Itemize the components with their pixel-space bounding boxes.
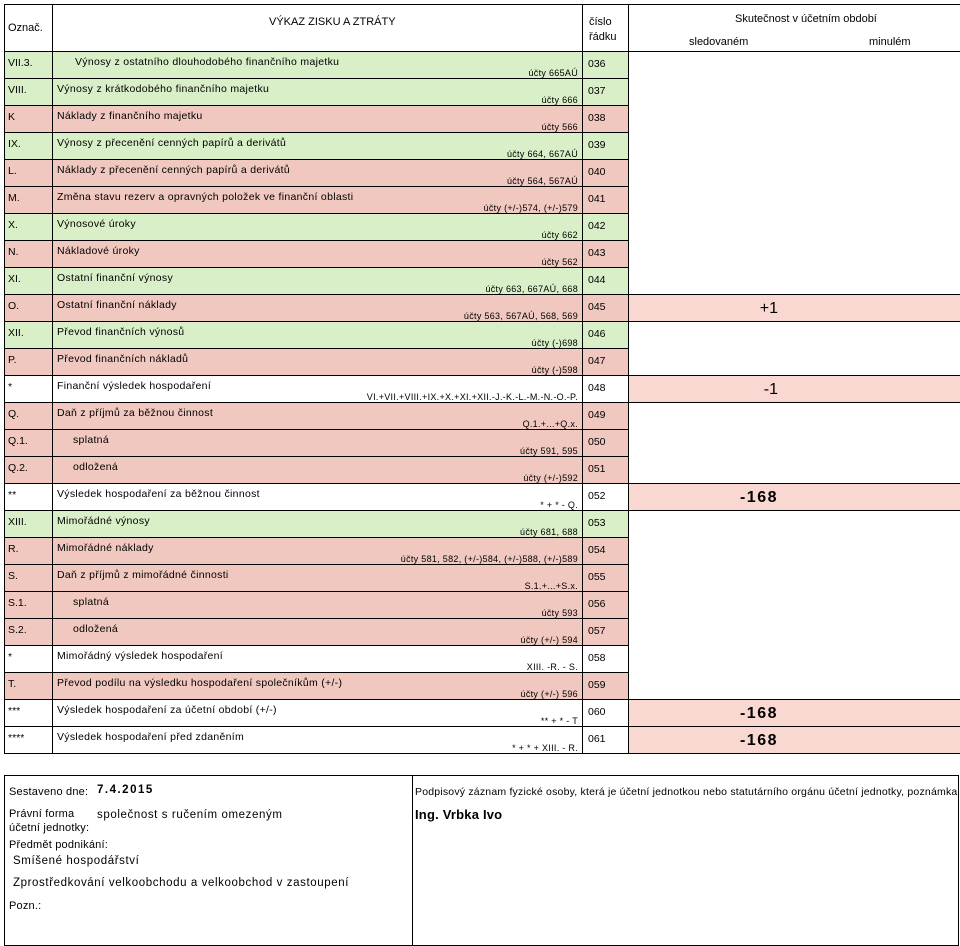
row-number: 050 [588,436,606,448]
row-mark-cell [5,52,53,79]
row-text-cell [53,214,583,241]
row-mark: XI. [8,273,21,285]
row-text-cell [53,538,583,565]
row-name: Převod finančních výnosů [57,326,185,338]
table-row [5,349,960,376]
report-title: VÝKAZ ZISKU A ZTRÁTY [269,16,396,28]
row-number-cell [583,592,629,619]
row-text-cell [53,376,583,403]
row-number: 045 [588,301,606,313]
row-number-cell [583,673,629,700]
row-name: Výnosové úroky [57,218,136,230]
row-mark: XIII. [8,516,27,528]
row-text-cell [53,133,583,160]
row-mark-cell [5,457,53,484]
row-text-cell [53,619,583,646]
row-value-current [629,160,960,165]
row-accounts: účty 581, 582, (+/-)584, (+/-)588, (+/-)589 [400,554,578,564]
row-number-cell [583,538,629,565]
row-number: 038 [588,112,606,124]
row-value-current [629,133,960,138]
table-row [5,160,960,187]
row-value-current: -168 [739,732,778,749]
row-value-current [629,349,960,354]
table-row [5,565,960,592]
legal-form-label-1: Právní forma [9,808,75,820]
row-value-cell [629,79,960,106]
row-number: 036 [588,58,606,70]
row-number-cell [583,52,629,79]
row-value-cell [629,619,960,646]
row-mark: ** [8,489,17,501]
row-value-current [629,457,960,462]
row-mark: S.1. [8,597,27,609]
row-number: 040 [588,166,606,178]
header-period: Skutečnost v účetním období [735,13,877,25]
row-accounts: účty (+/-) 596 [520,689,578,699]
row-mark: XII. [8,327,24,339]
row-accounts: VI.+VII.+VIII.+IX.+X.+XI.+XII.-J.-K.-L.-M.-N.-O.-P. [366,392,578,402]
row-number: 041 [588,193,606,205]
row-value-current [629,79,960,84]
header-current: sledovaném [689,36,749,48]
row-number-cell [583,403,629,430]
row-mark-cell [5,349,53,376]
header-previous: minulém [869,36,911,48]
row-value-current [629,403,960,408]
row-mark-cell [5,727,53,754]
row-mark: VII.3. [8,57,33,69]
table-row [5,52,960,79]
row-value-cell [629,511,960,538]
row-accounts: účty 563, 567AÚ, 568, 569 [463,311,578,321]
row-value-cell [629,727,960,754]
row-value-cell [629,457,960,484]
row-name: Mimořádný výsledek hospodaření [57,650,223,662]
row-mark-cell [5,484,53,511]
row-name: splatná [73,596,109,608]
row-mark-cell [5,511,53,538]
row-mark: N. [8,246,19,258]
legal-form-label-2: účetní jednotky: [9,822,90,834]
row-number-cell [583,160,629,187]
business-label: Předmět podnikání: [9,839,108,851]
row-value-current [629,619,960,624]
row-name: Výnosy z přecenění cenných papírů a derivátů [57,137,287,149]
row-number: 061 [588,733,606,745]
row-value-cell [629,565,960,592]
row-name: Převod finančních nákladů [57,353,189,365]
row-number-cell [583,646,629,673]
row-value-cell [629,295,960,322]
row-value-current [629,322,960,327]
row-accounts: * + * - Q. [540,500,578,510]
row-mark: L. [8,165,17,177]
row-value-cell [629,349,960,376]
row-number: 057 [588,625,606,637]
table-row [5,187,960,214]
row-mark-cell [5,187,53,214]
row-number: 048 [588,382,606,394]
row-number: 059 [588,679,606,691]
row-value-cell [629,268,960,295]
table-row [5,592,960,619]
signature-name: Ing. Vrbka Ivo [415,807,503,822]
row-accounts: účty 666 [541,95,578,105]
row-number-cell [583,457,629,484]
table-row [5,295,960,322]
row-text-cell [53,484,583,511]
row-name: Výsledek hospodaření za běžnou činnost [57,488,260,500]
table-row [5,457,960,484]
row-mark: * [8,651,13,663]
row-mark: Q. [8,408,20,420]
row-value-current [629,511,960,516]
row-accounts: účty 562 [541,257,578,267]
row-number: 037 [588,85,606,97]
row-number-cell [583,511,629,538]
row-mark-cell [5,295,53,322]
table-row [5,106,960,133]
row-accounts: účty (-)598 [531,365,578,375]
row-text-cell [53,268,583,295]
row-accounts: účty (+/-)592 [523,473,578,483]
row-accounts: účty 665AÚ [528,68,578,78]
row-mark-cell [5,160,53,187]
row-text-cell [53,106,583,133]
row-accounts: ** + * - T [540,716,578,726]
table-row [5,79,960,106]
row-name: Změna stavu rezerv a opravných položek ve finanční oblasti [57,191,354,203]
row-number: 056 [588,598,606,610]
row-number: 046 [588,328,606,340]
row-number-cell [583,727,629,754]
table-row [5,538,960,565]
row-accounts: účty 593 [541,608,578,618]
row-name: Náklady z přecenění cenných papírů a derivátů [57,164,290,176]
table-row [5,430,960,457]
row-number: 058 [588,652,606,664]
row-text-cell [53,322,583,349]
row-accounts: účty 564, 567AÚ [506,176,578,186]
row-mark-cell [5,79,53,106]
row-name: Převod podílu na výsledku hospodaření společníkům (+/-) [57,677,343,689]
row-name: Ostatní finanční výnosy [57,272,174,284]
row-value-current: -168 [739,489,778,506]
row-text-cell [53,430,583,457]
row-mark: O. [8,300,20,312]
row-number: 054 [588,544,606,556]
row-number: 053 [588,517,606,529]
header-mark: Označ. [8,22,43,34]
row-text-cell [53,457,583,484]
row-number-cell [583,79,629,106]
row-accounts: účty (+/-) 594 [520,635,578,645]
row-name: Daň z příjmů za běžnou činnost [57,407,214,419]
row-accounts: Q.1.+...+Q.x. [522,419,578,429]
row-text-cell [53,79,583,106]
row-mark: P. [8,354,17,366]
row-number-cell [583,268,629,295]
row-mark-cell [5,241,53,268]
row-number-cell [583,700,629,727]
row-text-cell [53,403,583,430]
row-mark-cell [5,430,53,457]
row-number-cell [583,214,629,241]
row-name: odložená [73,461,119,473]
row-number: 052 [588,490,606,502]
row-mark: *** [8,705,21,717]
row-number-cell [583,349,629,376]
row-text-cell [53,349,583,376]
header-rowno-cell [583,5,629,52]
row-number: 060 [588,706,606,718]
row-accounts: účty (+/-)574, (+/-)579 [483,203,578,213]
row-text-cell [53,673,583,700]
row-name: Finanční výsledek hospodaření [57,380,212,392]
profit-loss-table [4,4,960,754]
row-mark: Q.2. [8,462,28,474]
row-text-cell [53,646,583,673]
signature-label: Podpisový záznam fyzické osoby, která je účetní jednotkou nebo statutárního orgánu účetní jednotky, poznámka [415,786,958,798]
row-text-cell [53,700,583,727]
row-name: Mimořádné náklady [57,542,154,554]
table-row [5,133,960,160]
row-text-cell [53,727,583,754]
row-mark-cell [5,322,53,349]
row-number: 055 [588,571,606,583]
row-mark-cell [5,403,53,430]
row-value-current: +1 [759,300,778,317]
row-name: Mimořádné výnosy [57,515,150,527]
row-number-cell [583,295,629,322]
row-mark-cell [5,106,53,133]
table-row [5,727,960,754]
row-mark-cell [5,565,53,592]
row-value-cell [629,673,960,700]
row-number-cell [583,187,629,214]
row-mark-cell [5,700,53,727]
row-text-cell [53,295,583,322]
row-number-cell [583,106,629,133]
row-value-cell [629,700,960,727]
row-text-cell [53,52,583,79]
row-number: 044 [588,274,606,286]
row-text-cell [53,565,583,592]
row-mark: IX. [8,138,21,150]
row-value-cell [629,133,960,160]
row-value-cell [629,241,960,268]
row-value-cell [629,106,960,133]
header-mark-cell [5,5,53,52]
row-value-current [629,241,960,246]
row-accounts: účty 566 [541,122,578,132]
table-row [5,268,960,295]
row-accounts: účty 662 [541,230,578,240]
row-number: 043 [588,247,606,259]
table-row [5,214,960,241]
row-number-cell [583,376,629,403]
row-name: Výsledek hospodaření před zdaněním [57,731,245,743]
row-number-cell [583,619,629,646]
table-row [5,646,960,673]
row-number: 051 [588,463,606,475]
compiled-date: 7.4.2015 [97,784,154,796]
row-name: Náklady z finančního majetku [57,110,203,122]
row-name: Nákladové úroky [57,245,140,257]
row-mark: S. [8,570,18,582]
row-value-cell [629,403,960,430]
table-row [5,241,960,268]
row-mark: R. [8,543,19,555]
row-name: splatná [73,434,109,446]
row-number-cell [583,565,629,592]
table-row [5,700,960,727]
row-number: 047 [588,355,606,367]
row-accounts: účty 664, 667AÚ [506,149,578,159]
header-rowno-2: řádku [589,31,617,43]
footer-divider [412,776,413,945]
row-value-current: -168 [739,705,778,722]
row-name: Výnosy z krátkodobého finančního majetku [57,83,270,95]
business-value-2: Zprostředkování velkoobchodu a velkoobchod v zastoupení [13,877,350,889]
row-value-cell [629,214,960,241]
report-footer [4,775,959,946]
row-value-cell [629,484,960,511]
row-value-cell [629,538,960,565]
row-mark-cell [5,376,53,403]
row-number-cell [583,241,629,268]
row-mark: M. [8,192,20,204]
row-value-current [629,538,960,543]
row-accounts: účty 591, 595 [520,446,578,456]
row-mark: X. [8,219,18,231]
row-value-current [629,565,960,570]
row-number-cell [583,322,629,349]
row-accounts: S.1.+...+S.x. [524,581,578,591]
row-mark: Q.1. [8,435,28,447]
row-name: Výnosy z ostatního dlouhodobého finančního majetku [75,56,340,68]
row-mark-cell [5,268,53,295]
compiled-label: Sestaveno dne: [9,786,89,798]
row-number-cell [583,430,629,457]
header-title-cell [53,5,583,52]
business-value-1: Smíšené hospodářství [13,855,140,867]
row-mark: * [8,381,13,393]
table-row [5,484,960,511]
table-row [5,376,960,403]
table-row [5,322,960,349]
row-value-cell [629,322,960,349]
row-value-current: -1 [763,381,778,398]
row-value-current [629,106,960,111]
row-text-cell [53,160,583,187]
row-accounts: účty 681, 688 [520,527,578,537]
row-value-cell [629,376,960,403]
table-row [5,673,960,700]
row-value-cell [629,646,960,673]
row-value-current [629,268,960,273]
row-value-current [629,430,960,435]
row-number-cell [583,484,629,511]
row-value-cell [629,187,960,214]
row-number-cell [583,133,629,160]
table-header [5,5,960,52]
row-mark-cell [5,673,53,700]
row-text-cell [53,592,583,619]
row-mark: T. [8,678,17,690]
row-name: odložená [73,623,119,635]
row-name: Daň z příjmů z mimořádné činnosti [57,569,229,581]
table-row [5,619,960,646]
row-accounts: * + * + XIII. - R. [512,743,578,753]
row-mark-cell [5,619,53,646]
row-mark: K [8,111,16,123]
row-text-cell [53,241,583,268]
row-value-current [629,214,960,219]
row-value-cell [629,592,960,619]
row-value-cell [629,52,960,79]
row-mark: **** [8,732,25,744]
row-value-cell [629,160,960,187]
row-text-cell [53,511,583,538]
row-mark: VIII. [8,84,27,96]
row-accounts: účty 663, 667AÚ, 668 [485,284,578,294]
row-text-cell [53,187,583,214]
row-number: 049 [588,409,606,421]
row-value-current [629,52,960,57]
row-mark: S.2. [8,624,27,636]
row-number: 039 [588,139,606,151]
table-row [5,403,960,430]
header-period-cell [629,5,960,52]
row-number: 042 [588,220,606,232]
note-label: Pozn.: [9,900,42,912]
row-mark-cell [5,538,53,565]
row-value-current [629,187,960,192]
row-accounts: účty (-)698 [531,338,578,348]
legal-form-value: společnost s ručením omezeným [97,809,283,821]
row-value-cell [629,430,960,457]
row-accounts: XIII. -R. - S. [526,662,578,672]
row-mark-cell [5,133,53,160]
row-value-current [629,592,960,597]
row-name: Výsledek hospodaření za účetní období (+/-) [57,704,277,716]
row-mark-cell [5,592,53,619]
table-row [5,511,960,538]
row-value-current [629,673,960,678]
row-mark-cell [5,214,53,241]
row-value-current [629,646,960,651]
header-rowno-1: číslo [589,16,612,28]
row-mark-cell [5,646,53,673]
row-name: Ostatní finanční náklady [57,299,177,311]
